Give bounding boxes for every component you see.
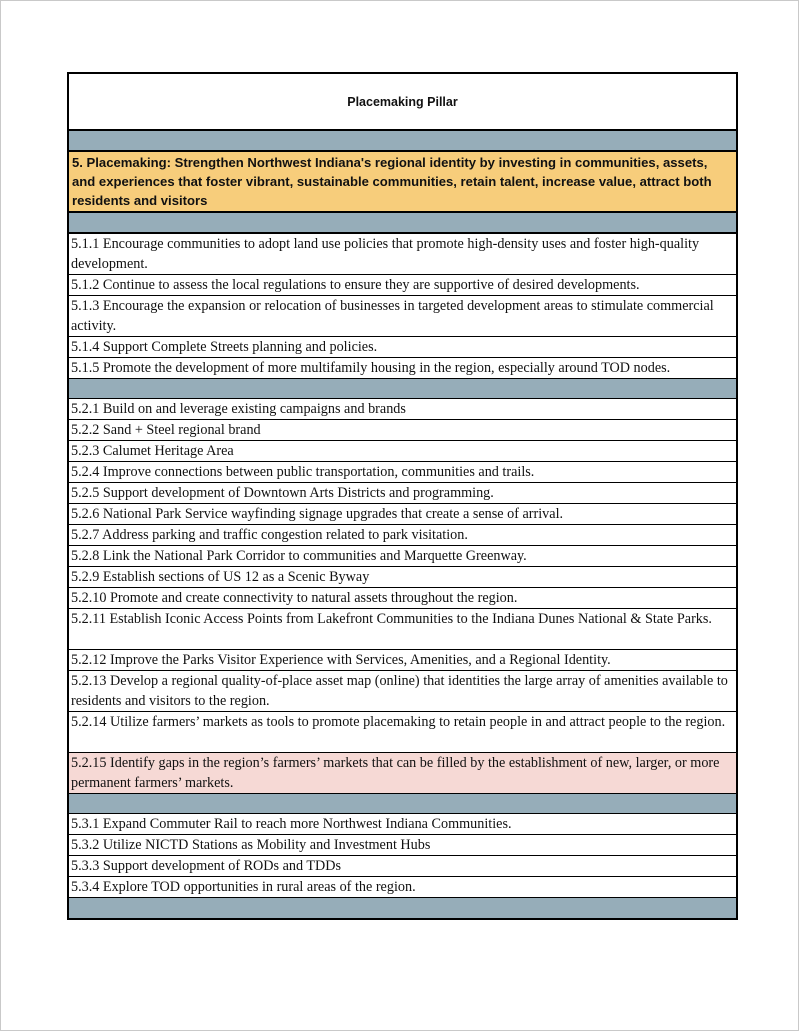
table-row: 5.1.3 Encourage the expansion or relocation of businesses in targeted development areas to stimulate commercial activity. [69, 296, 736, 337]
placemaking-table [67, 72, 738, 920]
table-row: 5.2.8 Link the National Park Corridor to communities and Marquette Greenway. [69, 546, 736, 567]
table-row: 5.2.9 Establish sections of US 12 as a Scenic Byway [69, 567, 736, 588]
table-row: 5.2.10 Promote and create connectivity to natural assets throughout the region. [69, 588, 736, 609]
separator-row [69, 898, 736, 918]
separator-row [69, 213, 736, 234]
table-row: 5.2.5 Support development of Downtown Arts Districts and programming. [69, 483, 736, 504]
table-row: 5.3.2 Utilize NICTD Stations as Mobility and Investment Hubs [69, 835, 736, 856]
pillar-goal: 5. Placemaking: Strengthen Northwest Indiana's regional identity by investing in communities, assets, and experiences that foster vibrant, sustainable communities, retain talent, increase value, attract both residents and visitors [69, 152, 736, 213]
table-row: 5.1.4 Support Complete Streets planning and policies. [69, 337, 736, 358]
table-row: 5.1.5 Promote the development of more multifamily housing in the region, especially around TOD nodes. [69, 358, 736, 379]
separator-row [69, 794, 736, 814]
table-row: 5.2.14 Utilize farmers’ markets as tools to promote placemaking to retain people in and attract people to the region. [69, 712, 736, 753]
table-row: 5.2.13 Develop a regional quality-of-place asset map (online) that identities the large array of amenities available to residents and visitors to the region. [69, 671, 736, 712]
table-row: 5.2.11 Establish Iconic Access Points from Lakefront Communities to the Indiana Dunes National & State Parks. [69, 609, 736, 650]
table-row: 5.2.12 Improve the Parks Visitor Experience with Services, Amenities, and a Regional Identity. [69, 650, 736, 671]
table-row: 5.3.1 Expand Commuter Rail to reach more Northwest Indiana Communities. [69, 814, 736, 835]
table-row: 5.2.7 Address parking and traffic congestion related to park visitation. [69, 525, 736, 546]
highlighted-row: 5.2.15 Identify gaps in the region’s farmers’ markets that can be filled by the establishment of new, larger, or more permanent farmers’ markets. [69, 753, 736, 794]
table-row: 5.2.3 Calumet Heritage Area [69, 441, 736, 462]
table-row: 5.2.1 Build on and leverage existing campaigns and brands [69, 399, 736, 420]
table-row: 5.1.2 Continue to assess the local regulations to ensure they are supportive of desired developments. [69, 275, 736, 296]
table-row: 5.3.3 Support development of RODs and TDDs [69, 856, 736, 877]
table-row: 5.3.4 Explore TOD opportunities in rural areas of the region. [69, 877, 736, 898]
sheet-title: Placemaking Pillar [69, 74, 736, 131]
table-row: 5.2.6 National Park Service wayfinding signage upgrades that create a sense of arrival. [69, 504, 736, 525]
table-row: 5.2.4 Improve connections between public transportation, communities and trails. [69, 462, 736, 483]
separator-row [69, 131, 736, 152]
separator-row [69, 379, 736, 399]
table-row: 5.1.1 Encourage communities to adopt land use policies that promote high-density uses and foster high-quality development. [69, 234, 736, 275]
table-row: 5.2.2 Sand + Steel regional brand [69, 420, 736, 441]
